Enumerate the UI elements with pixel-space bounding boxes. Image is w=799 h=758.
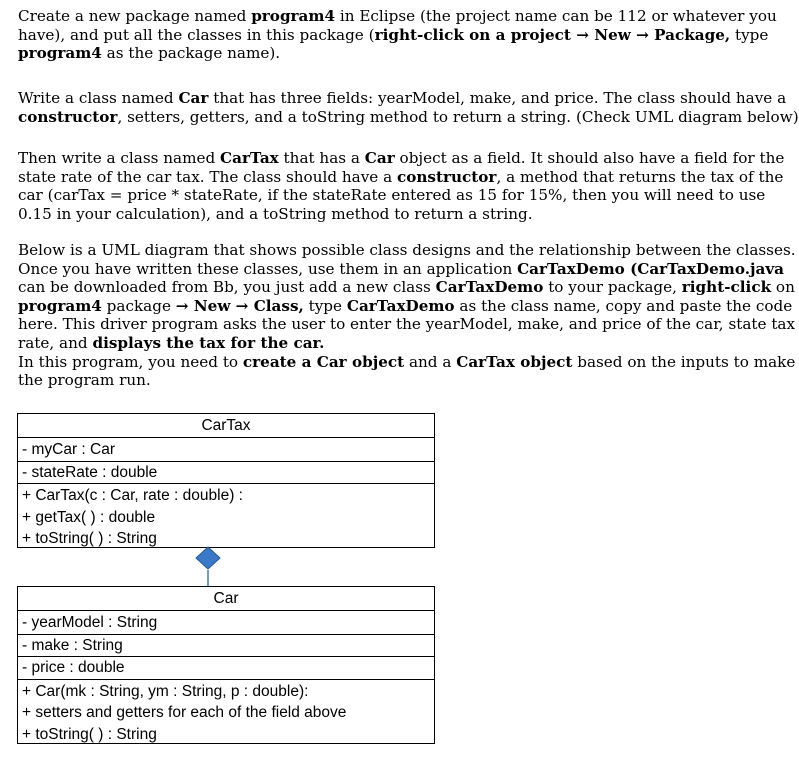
bold-text: create a Car object: [242, 352, 405, 371]
text-run: can be downloaded from Bb, you just add a new class: [18, 278, 436, 297]
uml-class-name: CarTax: [18, 414, 434, 438]
text-run: that has a: [278, 149, 365, 167]
uml-method: + Car(mk : String, ym : String, p : double):: [22, 682, 309, 700]
bold-text: CarTaxDemo (CarTaxDemo.java: [517, 259, 784, 278]
text-run: Then write a class named: [18, 149, 221, 167]
bold-text: program4: [18, 44, 102, 63]
uml-method: + toString( ) : String: [22, 530, 157, 547]
text-run: object as a field. It should also have a field for the: [394, 149, 785, 167]
bold-text: displays the tax for the car.: [92, 333, 325, 352]
bold-text: right-click on a project → New → Package,: [374, 25, 731, 44]
text-run: state rate of the car tax. The class should have a: [18, 167, 398, 186]
bold-text: CarTaxDemo: [435, 278, 544, 297]
text-run: rate, and: [18, 333, 93, 352]
uml-method: + toString( ) : String: [22, 725, 157, 743]
uml-fields-section: [18, 611, 434, 680]
bold-text: → New → Class,: [175, 296, 304, 315]
uml-method: + setters and getters for each of the field above: [22, 704, 347, 721]
text-run: Below is a UML diagram that shows possible class designs and the relationship between the classes.: [18, 241, 796, 259]
bold-text: right-click: [681, 278, 772, 297]
text-run: based on the inputs to make: [572, 352, 796, 371]
uml-method: + getTax( ) : double: [22, 508, 156, 526]
text-run: , a method that returns the tax of the: [496, 167, 784, 186]
text-run: type: [303, 296, 347, 315]
text-run: as the class name, copy and paste the code: [454, 296, 793, 315]
text-run: the program run.: [18, 371, 151, 390]
text-run: Once you have written these classes, use them in an application: [18, 259, 518, 278]
text-run: package: [101, 296, 176, 315]
bold-text: Car: [178, 89, 209, 107]
bold-text: Car: [364, 149, 395, 167]
bold-text: constructor: [397, 167, 497, 186]
text-run: have), and put all the classes in this package (: [18, 25, 375, 44]
text-run: and a: [404, 352, 457, 371]
text-run: in Eclipse (the project name can be 112 or whatever you: [335, 7, 777, 25]
bold-text: CarTaxDemo: [346, 296, 455, 315]
bold-text: constructor: [18, 107, 118, 126]
bold-text: CarTax: [220, 149, 279, 167]
text-run: as the package name).: [101, 44, 281, 63]
uml-field: - price : double: [18, 656, 434, 679]
text-run: 0.15 in your calculation), and a toString method to return a string.: [18, 204, 533, 223]
text-run: to your package,: [543, 278, 682, 297]
text-run: Write a class named: [18, 89, 179, 107]
composition-diamond-icon: [196, 547, 220, 569]
uml-field: - yearModel : String: [22, 614, 158, 631]
text-run: on: [771, 278, 795, 297]
bold-text: CarTax object: [456, 352, 573, 371]
text-run: that has three fields: yearModel, make, and price. The class should have a: [208, 89, 787, 107]
uml-methods-section: [18, 680, 434, 746]
uml-field: - myCar : Car: [22, 441, 115, 458]
bold-text: program4: [18, 296, 102, 315]
uml-class-name: Car: [18, 587, 434, 611]
text-run: type: [730, 25, 769, 44]
uml-class-car: [17, 586, 435, 744]
text-run: , setters, getters, and a toString method to return a string. (Check UML diagram below): [117, 107, 799, 126]
text-run: Create a new package named: [18, 7, 252, 25]
uml-field: - stateRate : double: [18, 461, 434, 484]
text-run: car (carTax = price * stateRate, if the stateRate entered as 15 for 15%, then you will need to use: [18, 186, 766, 205]
bold-text: program4: [251, 7, 336, 25]
uml-method: + CarTax(c : Car, rate : double) :: [22, 487, 243, 504]
text-run: here. This driver program asks the user to enter the yearModel, make, and price of the car, state tax: [18, 315, 796, 334]
uml-field: - make : String: [18, 634, 434, 657]
text-run: In this program, you need to: [18, 352, 243, 371]
